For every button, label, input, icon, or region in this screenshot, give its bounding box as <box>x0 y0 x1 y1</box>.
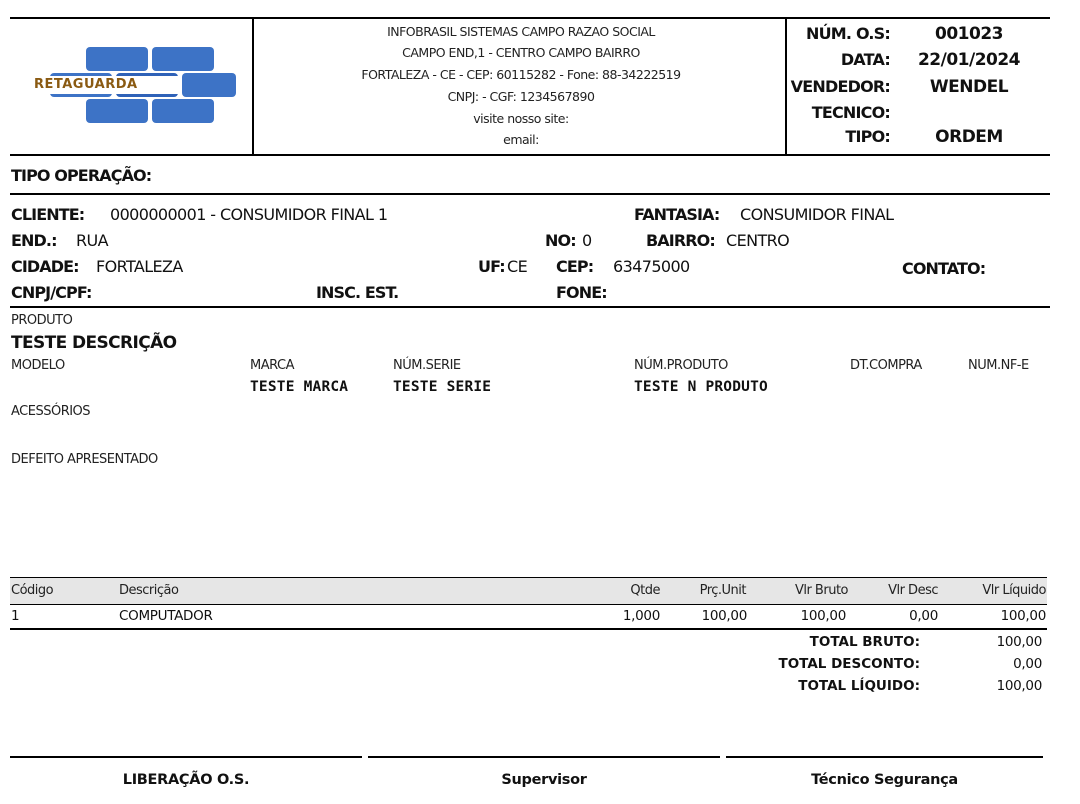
table-bottom-line <box>10 628 1047 630</box>
table-header-bottom-line <box>10 604 1047 605</box>
os-number-value: 001023 <box>935 24 1003 44</box>
logo-text: RETAGUARDA <box>34 77 138 92</box>
phone-label: FONE: <box>556 283 607 302</box>
os-date-label: DATA: <box>840 50 890 69</box>
header-top-border <box>10 17 1050 19</box>
signature-line-release <box>10 756 362 758</box>
col-code: Código <box>11 583 54 598</box>
company-logo <box>30 42 245 130</box>
os-date-value: 22/01/2024 <box>917 50 1021 70</box>
brand-label: MARCA <box>250 358 294 373</box>
row-code: 1 <box>11 608 20 624</box>
defect-label: DEFEITO APRESENTADO <box>11 452 158 467</box>
total-net-label: TOTAL LÍQUIDO: <box>798 678 920 694</box>
fantasy-label: FANTASIA: <box>634 205 720 224</box>
fantasy-value: CONSUMIDOR FINAL <box>740 205 894 224</box>
os-seller-value: WENDEL <box>929 77 1009 97</box>
signature-supervisor: Supervisor <box>501 772 587 788</box>
col-qty: Qtde <box>630 583 660 598</box>
purchase-label: DT.COMPRA <box>850 358 922 373</box>
model-label: MODELO <box>11 358 65 373</box>
row-qty: 1,000 <box>622 608 660 624</box>
signature-line-safety <box>726 756 1043 758</box>
company-name: INFOBRASIL SISTEMAS CAMPO RAZAO SOCIAL <box>387 24 655 39</box>
serial-value: TESTE SERIE <box>393 379 492 395</box>
row-description: COMPUTADOR <box>119 608 213 624</box>
os-type-label: TIPO: <box>845 127 890 146</box>
prodnum-value: TESTE N PRODUTO <box>634 379 768 395</box>
col-description: Descrição <box>119 583 179 598</box>
company-site: visite nosso site: <box>473 111 569 126</box>
total-gross-value: 100,00 <box>996 634 1042 650</box>
uf-value: CE <box>507 257 528 276</box>
table-header-top-line <box>10 577 1047 578</box>
signature-line-supervisor <box>368 756 720 758</box>
signature-safety-tech: Técnico Segurança <box>811 772 958 788</box>
os-tech-label: TECNICO: <box>811 103 890 122</box>
client-label: CLIENTE: <box>11 205 85 224</box>
row-gross: 100,00 <box>800 608 846 624</box>
total-discount-value: 0,00 <box>1013 656 1042 672</box>
company-city: FORTALEZA - CE - CEP: 60115282 - Fone: 88-34222519 <box>361 67 681 82</box>
col-discount: Vlr Desc <box>888 583 938 598</box>
brand-value: TESTE MARCA <box>250 379 349 395</box>
os-seller-label: VENDEDOR: <box>790 77 890 96</box>
os-type-value: ORDEM <box>935 127 1003 147</box>
product-description: TESTE DESCRIÇÃO <box>11 333 177 353</box>
city-value: FORTALEZA <box>96 257 183 276</box>
company-address: CAMPO END,1 - CENTRO CAMPO BAIRRO <box>402 45 640 60</box>
accessories-label: ACESSÓRIOS <box>11 404 91 419</box>
col-gross: Vlr Bruto <box>794 583 848 598</box>
serial-label: NÚM.SERIE <box>393 358 461 373</box>
address-value: RUA <box>76 231 108 250</box>
client-divider <box>10 306 1050 308</box>
signature-release: LIBERAÇÃO O.S. <box>122 772 250 788</box>
prodnum-label: NÚM.PRODUTO <box>634 358 728 373</box>
cnpj-label: CNPJ/CPF: <box>11 283 92 302</box>
address-label: END.: <box>11 231 57 250</box>
operation-label: TIPO OPERAÇÃO: <box>11 166 152 185</box>
district-label: BAIRRO: <box>646 231 715 250</box>
cep-value: 63475000 <box>613 257 690 276</box>
insc-label: INSC. EST. <box>316 283 399 302</box>
company-email: email: <box>503 132 539 147</box>
district-value: CENTRO <box>726 231 790 250</box>
header-bottom-border <box>10 154 1050 156</box>
total-discount-label: TOTAL DESCONTO: <box>778 656 920 672</box>
os-number-label: NÚM. O.S: <box>805 24 890 43</box>
number-label: NO: <box>545 231 576 250</box>
cep-label: CEP: <box>556 257 594 276</box>
row-unit-price: 100,00 <box>701 608 747 624</box>
operation-divider <box>10 193 1050 195</box>
total-net-value: 100,00 <box>996 678 1042 694</box>
col-unit-price: Prç.Unit <box>699 583 746 598</box>
product-section-label: PRODUTO <box>11 313 73 328</box>
total-gross-label: TOTAL BRUTO: <box>809 634 920 650</box>
company-cnpj: CNPJ: - CGF: 1234567890 <box>447 89 595 104</box>
contact-label: CONTATO: <box>902 259 986 278</box>
col-net: Vlr Líquido <box>982 583 1046 598</box>
row-net: 100,00 <box>1000 608 1046 624</box>
header-divider-left <box>252 17 254 156</box>
uf-label: UF: <box>478 257 505 276</box>
city-label: CIDADE: <box>11 257 79 276</box>
row-discount: 0,00 <box>909 608 938 624</box>
client-value: 0000000001 - CONSUMIDOR FINAL 1 <box>110 205 388 224</box>
number-value: 0 <box>582 231 592 250</box>
nfe-label: NUM.NF-E <box>968 358 1029 373</box>
